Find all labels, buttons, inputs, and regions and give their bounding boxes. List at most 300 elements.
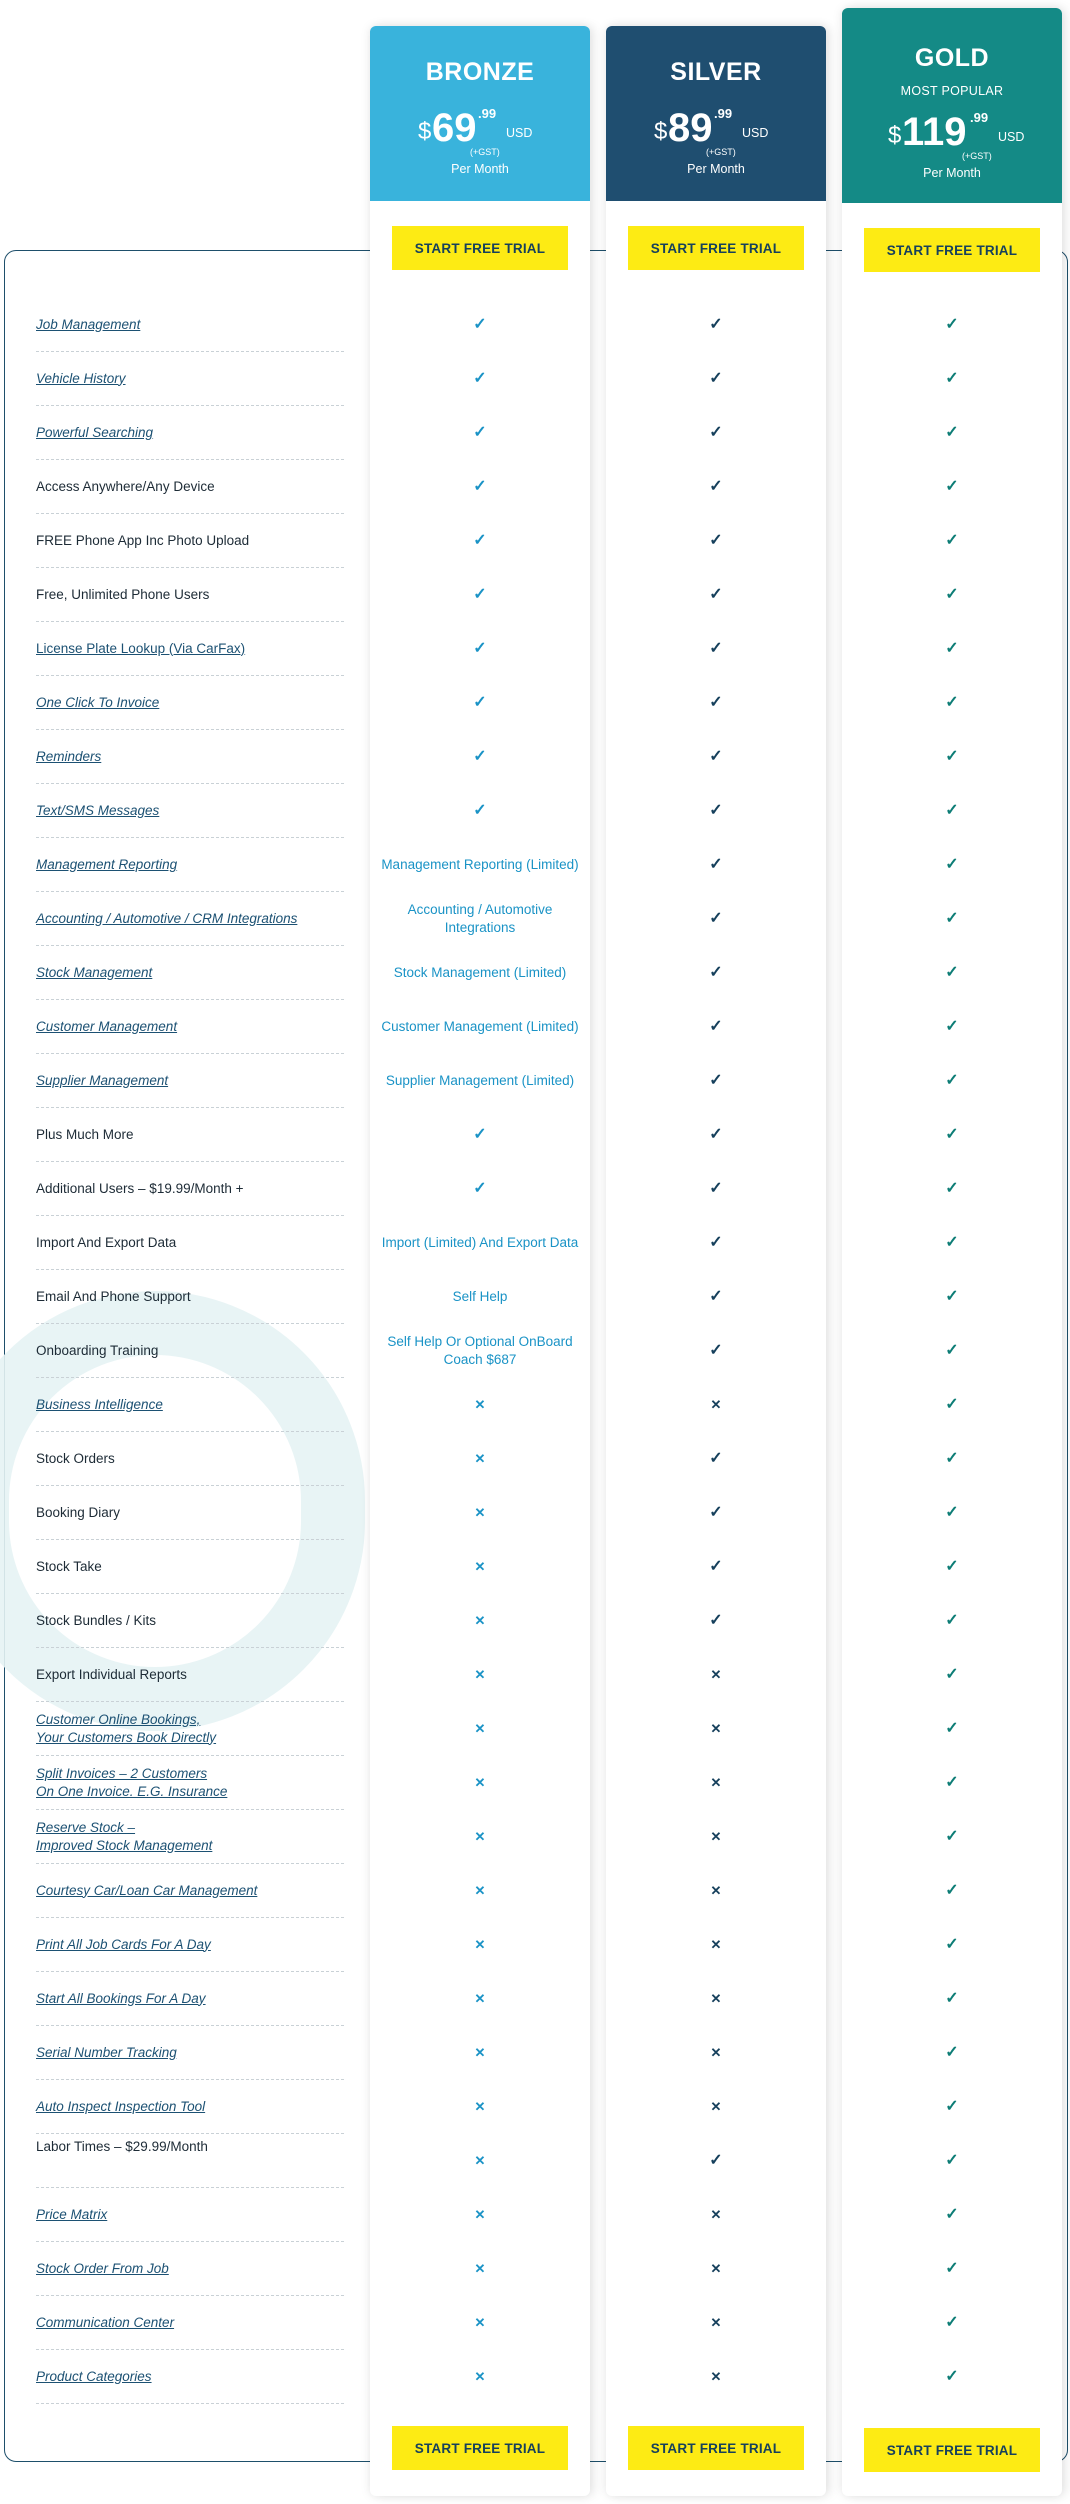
price-gst: (+GST) xyxy=(470,147,500,157)
cross-icon: ✕ xyxy=(710,2207,722,2222)
start-free-trial-button[interactable]: START FREE TRIAL xyxy=(864,228,1040,272)
check-icon: ✓ xyxy=(709,748,723,765)
price-gst: (+GST) xyxy=(962,151,992,161)
feature-row[interactable] xyxy=(36,1864,344,1918)
feature-row[interactable] xyxy=(36,1702,344,1756)
feature-cell xyxy=(842,1810,1062,1864)
feature-cell xyxy=(842,1540,1062,1594)
feature-label[interactable]: Print All Job Cards For A Day xyxy=(36,1936,211,1952)
feature-row[interactable] xyxy=(36,2242,344,2296)
feature-label: Onboarding Training xyxy=(36,1342,159,1358)
feature-cell xyxy=(606,2350,826,2404)
feature-cell xyxy=(370,838,590,892)
start-free-trial-button[interactable]: START FREE TRIAL xyxy=(628,226,804,270)
feature-cell xyxy=(842,1270,1062,1324)
feature-row[interactable] xyxy=(36,784,344,838)
cross-icon: ✕ xyxy=(474,2153,486,2168)
feature-cell xyxy=(842,1594,1062,1648)
check-icon: ✓ xyxy=(709,1612,723,1629)
feature-cell xyxy=(370,1918,590,1972)
feature-limited-text: Import (Limited) And Export Data xyxy=(381,1235,579,1250)
feature-cell xyxy=(842,1162,1062,1216)
feature-cell xyxy=(370,1810,590,1864)
feature-cell xyxy=(370,1432,590,1486)
check-icon: ✓ xyxy=(709,1180,723,1197)
feature-label: Stock Orders xyxy=(36,1450,115,1466)
feature-cell xyxy=(606,1270,826,1324)
feature-cell xyxy=(842,1756,1062,1810)
feature-label[interactable]: Split Invoices – 2 Customers xyxy=(36,1765,208,1781)
check-icon: ✓ xyxy=(945,532,959,549)
feature-label-line2[interactable]: On One Invoice. E.G. Insurance xyxy=(36,1783,228,1799)
feature-cell xyxy=(842,1486,1062,1540)
check-icon: ✓ xyxy=(945,586,959,603)
check-icon: ✓ xyxy=(945,2152,959,2169)
check-icon: ✓ xyxy=(945,1774,959,1791)
feature-label[interactable]: Supplier Management xyxy=(36,1072,169,1088)
check-icon: ✓ xyxy=(709,2152,723,2169)
feature-row xyxy=(36,1270,344,1324)
feature-label[interactable]: Text/SMS Messages xyxy=(36,802,160,818)
check-icon: ✓ xyxy=(945,1288,959,1305)
feature-cell xyxy=(606,1702,826,1756)
feature-label[interactable]: Product Categories xyxy=(36,2368,152,2384)
feature-cell xyxy=(370,514,590,568)
feature-label: Email And Phone Support xyxy=(36,1288,191,1304)
check-icon: ✓ xyxy=(945,1828,959,1845)
feature-label: Labor Times – $29.99/Month xyxy=(36,2139,208,2154)
plan-price xyxy=(842,108,1062,168)
feature-label[interactable]: Price Matrix xyxy=(36,2206,108,2222)
feature-label[interactable]: Auto Inspect Inspection Tool xyxy=(36,2098,206,2114)
feature-row[interactable] xyxy=(36,406,344,460)
feature-cell xyxy=(606,1486,826,1540)
feature-cell xyxy=(606,352,826,406)
feature-cell xyxy=(606,1864,826,1918)
feature-cell xyxy=(370,1162,590,1216)
feature-cell xyxy=(370,1270,590,1324)
feature-row[interactable] xyxy=(36,2026,344,2080)
feature-cell xyxy=(606,2188,826,2242)
feature-cell xyxy=(842,352,1062,406)
check-icon: ✓ xyxy=(945,478,959,495)
cross-icon: ✕ xyxy=(710,2369,722,2384)
feature-cell xyxy=(370,2350,590,2404)
price-period: Per Month xyxy=(687,162,745,176)
feature-cell xyxy=(370,1000,590,1054)
feature-cell xyxy=(370,2188,590,2242)
check-icon: ✓ xyxy=(709,1234,723,1251)
price-currency-code: USD xyxy=(998,130,1025,144)
check-icon: ✓ xyxy=(945,1936,959,1953)
feature-cell xyxy=(606,1216,826,1270)
feature-cell xyxy=(606,676,826,730)
check-icon: ✓ xyxy=(473,316,487,333)
feature-cell xyxy=(606,2134,826,2188)
feature-cell xyxy=(842,1108,1062,1162)
feature-label[interactable]: Vehicle History xyxy=(36,370,126,386)
check-icon: ✓ xyxy=(473,748,487,765)
feature-cell xyxy=(842,1216,1062,1270)
plan-column-silver xyxy=(606,26,826,2496)
feature-cell xyxy=(370,676,590,730)
feature-cell xyxy=(370,1864,590,1918)
cross-icon: ✕ xyxy=(474,1721,486,1736)
feature-cell xyxy=(370,298,590,352)
feature-cell xyxy=(842,676,1062,730)
check-icon: ✓ xyxy=(945,1990,959,2007)
feature-row[interactable] xyxy=(36,1054,344,1108)
cross-icon: ✕ xyxy=(710,2045,722,2060)
plan-price xyxy=(606,104,826,164)
check-icon: ✓ xyxy=(709,802,723,819)
feature-row xyxy=(36,1162,344,1216)
cross-icon: ✕ xyxy=(474,2369,486,2384)
check-icon: ✓ xyxy=(709,532,723,549)
feature-cell xyxy=(606,946,826,1000)
feature-label-line2[interactable]: Improved Stock Management xyxy=(36,1837,213,1853)
cross-icon: ✕ xyxy=(474,1451,486,1466)
feature-cell xyxy=(842,2296,1062,2350)
feature-cell xyxy=(370,892,590,946)
feature-row[interactable] xyxy=(36,1756,344,1810)
price-amount: 119 xyxy=(902,110,967,154)
cross-icon: ✕ xyxy=(474,2315,486,2330)
cross-icon: ✕ xyxy=(710,1397,722,1412)
plan-header xyxy=(606,26,826,201)
feature-cell xyxy=(370,2080,590,2134)
feature-row[interactable] xyxy=(36,1918,344,1972)
feature-cell xyxy=(606,1432,826,1486)
check-icon: ✓ xyxy=(709,640,723,657)
feature-cell xyxy=(606,1108,826,1162)
feature-cell xyxy=(842,2350,1062,2404)
feature-row[interactable] xyxy=(36,1378,344,1432)
feature-cell xyxy=(606,2296,826,2350)
feature-label[interactable]: One Click To Invoice xyxy=(36,694,160,710)
feature-row[interactable] xyxy=(36,676,344,730)
feature-cell xyxy=(370,2242,590,2296)
feature-limited-text: Management Reporting (Limited) xyxy=(381,857,579,872)
cross-icon: ✕ xyxy=(474,1397,486,1412)
feature-row[interactable] xyxy=(36,2350,344,2404)
feature-cell xyxy=(606,838,826,892)
price-currency: $ xyxy=(654,118,668,145)
feature-cell xyxy=(842,1918,1062,1972)
check-icon: ✓ xyxy=(945,748,959,765)
cross-icon: ✕ xyxy=(710,1883,722,1898)
check-icon: ✓ xyxy=(945,1504,959,1521)
check-icon: ✓ xyxy=(945,1180,959,1197)
check-icon: ✓ xyxy=(709,586,723,603)
feature-label[interactable]: Powerful Searching xyxy=(36,424,154,440)
feature-label: Import And Export Data xyxy=(36,1234,177,1250)
feature-cell xyxy=(370,784,590,838)
feature-row xyxy=(36,1108,344,1162)
check-icon: ✓ xyxy=(473,370,487,387)
feature-label: Booking Diary xyxy=(36,1504,121,1520)
check-icon: ✓ xyxy=(945,1234,959,1251)
feature-cell xyxy=(842,784,1062,838)
check-icon: ✓ xyxy=(709,1558,723,1575)
cross-icon: ✕ xyxy=(710,2315,722,2330)
feature-cell xyxy=(606,2026,826,2080)
feature-cell xyxy=(370,1486,590,1540)
cross-icon: ✕ xyxy=(474,1667,486,1682)
price-currency-code: USD xyxy=(506,126,533,140)
feature-cell xyxy=(842,1702,1062,1756)
feature-label: Export Individual Reports xyxy=(36,1666,187,1682)
feature-label[interactable]: Stock Management xyxy=(36,964,153,980)
feature-row xyxy=(36,1540,344,1594)
price-cents: .99 xyxy=(714,106,733,121)
feature-cell xyxy=(842,2026,1062,2080)
check-icon: ✓ xyxy=(709,694,723,711)
feature-cell xyxy=(842,1378,1062,1432)
feature-cell xyxy=(370,1378,590,1432)
feature-cell xyxy=(842,2242,1062,2296)
feature-cell xyxy=(370,1108,590,1162)
check-icon: ✓ xyxy=(473,640,487,657)
check-icon: ✓ xyxy=(473,478,487,495)
feature-cell xyxy=(842,2134,1062,2188)
plan-name: SILVER xyxy=(670,58,762,86)
feature-cell xyxy=(370,1648,590,1702)
feature-row[interactable] xyxy=(36,1000,344,1054)
check-icon: ✓ xyxy=(945,1612,959,1629)
check-icon: ✓ xyxy=(945,1882,959,1899)
feature-row xyxy=(36,514,344,568)
cross-icon: ✕ xyxy=(710,1721,722,1736)
feature-cell xyxy=(370,1540,590,1594)
cross-icon: ✕ xyxy=(474,1883,486,1898)
feature-label[interactable]: Serial Number Tracking xyxy=(36,2044,177,2060)
feature-cell xyxy=(842,2080,1062,2134)
plan-price xyxy=(370,104,590,164)
feature-cell xyxy=(606,514,826,568)
feature-row[interactable] xyxy=(36,892,344,946)
feature-label[interactable]: Start All Bookings For A Day xyxy=(36,1990,206,2006)
check-icon: ✓ xyxy=(945,910,959,927)
check-icon: ✓ xyxy=(709,1072,723,1089)
check-icon: ✓ xyxy=(709,370,723,387)
feature-label[interactable]: Customer Management xyxy=(36,1018,178,1034)
feature-label[interactable]: License Plate Lookup (Via CarFax) xyxy=(36,640,246,656)
check-icon: ✓ xyxy=(945,1342,959,1359)
feature-label[interactable]: Reserve Stock – xyxy=(36,1819,136,1835)
feature-row[interactable] xyxy=(36,2188,344,2242)
plan-name: GOLD xyxy=(914,44,990,72)
check-icon: ✓ xyxy=(709,1018,723,1035)
feature-cell xyxy=(606,1000,826,1054)
feature-cell xyxy=(842,622,1062,676)
feature-row xyxy=(36,1594,344,1648)
check-icon: ✓ xyxy=(945,964,959,981)
plan-header xyxy=(370,26,590,201)
cross-icon: ✕ xyxy=(710,2099,722,2114)
feature-cell xyxy=(370,1594,590,1648)
feature-label[interactable]: Courtesy Car/Loan Car Management xyxy=(36,1882,258,1898)
feature-row[interactable] xyxy=(36,946,344,1000)
check-icon: ✓ xyxy=(945,424,959,441)
check-icon: ✓ xyxy=(945,1072,959,1089)
check-icon: ✓ xyxy=(945,316,959,333)
feature-row xyxy=(36,1432,344,1486)
check-icon: ✓ xyxy=(709,1126,723,1143)
feature-label[interactable]: Accounting / Automotive / CRM Integrations xyxy=(36,910,298,926)
check-icon: ✓ xyxy=(945,1126,959,1143)
feature-cell xyxy=(606,1756,826,1810)
cross-icon: ✕ xyxy=(710,2261,722,2276)
check-icon: ✓ xyxy=(945,1666,959,1683)
check-icon: ✓ xyxy=(709,1504,723,1521)
feature-cell xyxy=(370,406,590,460)
most-popular-badge: MOST POPULAR xyxy=(900,84,1004,98)
check-icon: ✓ xyxy=(945,856,959,873)
feature-cell xyxy=(842,1432,1062,1486)
feature-limited-text: Self Help Or Optional OnBoard Coach $687 xyxy=(387,1334,573,1367)
feature-row[interactable] xyxy=(36,2080,344,2134)
feature-cell xyxy=(370,568,590,622)
feature-cell xyxy=(606,622,826,676)
feature-cell xyxy=(842,514,1062,568)
feature-cell xyxy=(842,2188,1062,2242)
feature-label[interactable]: Reminders xyxy=(36,748,102,764)
feature-row xyxy=(36,2134,344,2188)
check-icon: ✓ xyxy=(945,1018,959,1035)
feature-cell xyxy=(370,1324,590,1378)
cross-icon: ✕ xyxy=(474,1937,486,1952)
feature-row[interactable] xyxy=(36,1810,344,1864)
feature-row[interactable] xyxy=(36,1972,344,2026)
feature-cell xyxy=(606,1540,826,1594)
feature-label[interactable]: Business Intelligence xyxy=(36,1396,163,1412)
check-icon: ✓ xyxy=(945,2314,959,2331)
check-icon: ✓ xyxy=(473,1126,487,1143)
feature-label: Free, Unlimited Phone Users xyxy=(36,586,210,602)
feature-cell xyxy=(606,460,826,514)
cross-icon: ✕ xyxy=(710,1937,722,1952)
check-icon: ✓ xyxy=(709,1288,723,1305)
price-amount: 69 xyxy=(432,106,477,150)
feature-row[interactable] xyxy=(36,838,344,892)
feature-cell xyxy=(606,1378,826,1432)
feature-row[interactable] xyxy=(36,298,344,352)
feature-label: Access Anywhere/Any Device xyxy=(36,478,215,494)
feature-row xyxy=(36,568,344,622)
feature-row xyxy=(36,1648,344,1702)
check-icon: ✓ xyxy=(945,2098,959,2115)
feature-cell xyxy=(606,1918,826,1972)
feature-cell xyxy=(842,838,1062,892)
feature-cell xyxy=(842,406,1062,460)
feature-cell xyxy=(370,352,590,406)
feature-cell xyxy=(370,1054,590,1108)
feature-cell xyxy=(370,460,590,514)
feature-cell xyxy=(842,1000,1062,1054)
feature-label[interactable]: Job Management xyxy=(36,316,141,332)
feature-cell xyxy=(842,1972,1062,2026)
cross-icon: ✕ xyxy=(474,2261,486,2276)
check-icon: ✓ xyxy=(945,2044,959,2061)
feature-label-line2[interactable]: Your Customers Book Directly xyxy=(36,1729,217,1745)
check-icon: ✓ xyxy=(473,424,487,441)
feature-cell xyxy=(842,946,1062,1000)
feature-label[interactable]: Stock Order From Job xyxy=(36,2260,169,2276)
feature-cell xyxy=(606,784,826,838)
check-icon: ✓ xyxy=(473,586,487,603)
feature-label[interactable]: Management Reporting xyxy=(36,856,178,872)
plan-column-gold xyxy=(842,8,1062,2496)
feature-cell xyxy=(370,1972,590,2026)
check-icon: ✓ xyxy=(945,1396,959,1413)
feature-cell xyxy=(370,2296,590,2350)
check-icon: ✓ xyxy=(709,856,723,873)
check-icon: ✓ xyxy=(945,2206,959,2223)
feature-row[interactable] xyxy=(36,2296,344,2350)
feature-limited-text: Customer Management (Limited) xyxy=(381,1019,579,1034)
price-cents: .99 xyxy=(478,106,497,121)
check-icon: ✓ xyxy=(709,424,723,441)
feature-cell xyxy=(606,298,826,352)
feature-limited-text: Stock Management (Limited) xyxy=(393,965,567,980)
feature-cell xyxy=(842,298,1062,352)
feature-row[interactable] xyxy=(36,622,344,676)
feature-row[interactable] xyxy=(36,730,344,784)
check-icon: ✓ xyxy=(473,802,487,819)
check-icon: ✓ xyxy=(945,1558,959,1575)
check-icon: ✓ xyxy=(709,1450,723,1467)
check-icon: ✓ xyxy=(945,640,959,657)
feature-cell xyxy=(842,568,1062,622)
feature-cell xyxy=(842,1324,1062,1378)
feature-cell xyxy=(606,1972,826,2026)
start-free-trial-button-bottom[interactable]: START FREE TRIAL xyxy=(864,2428,1040,2472)
start-free-trial-button-bottom[interactable]: START FREE TRIAL xyxy=(392,2426,568,2470)
feature-limited-text: Self Help xyxy=(452,1289,508,1304)
price-currency-code: USD xyxy=(742,126,769,140)
feature-label[interactable]: Communication Center xyxy=(36,2314,175,2330)
cross-icon: ✕ xyxy=(474,1775,486,1790)
check-icon: ✓ xyxy=(473,1180,487,1197)
price-cents: .99 xyxy=(970,110,989,125)
start-free-trial-button-bottom[interactable]: START FREE TRIAL xyxy=(628,2426,804,2470)
price-amount: 89 xyxy=(668,106,713,150)
cross-icon: ✕ xyxy=(710,1991,722,2006)
feature-cell xyxy=(842,460,1062,514)
feature-label: FREE Phone App Inc Photo Upload xyxy=(36,532,250,548)
feature-row[interactable] xyxy=(36,352,344,406)
cross-icon: ✕ xyxy=(474,2045,486,2060)
price-gst: (+GST) xyxy=(706,147,736,157)
start-free-trial-button[interactable]: START FREE TRIAL xyxy=(392,226,568,270)
check-icon: ✓ xyxy=(945,2260,959,2277)
check-icon: ✓ xyxy=(945,694,959,711)
feature-cell xyxy=(370,2026,590,2080)
check-icon: ✓ xyxy=(473,532,487,549)
cross-icon: ✕ xyxy=(474,1613,486,1628)
feature-row xyxy=(36,460,344,514)
plan-column-bronze xyxy=(370,26,590,2496)
check-icon: ✓ xyxy=(945,1450,959,1467)
check-icon: ✓ xyxy=(945,802,959,819)
cross-icon: ✕ xyxy=(474,1829,486,1844)
feature-label[interactable]: Customer Online Bookings, xyxy=(36,1711,201,1727)
price-period: Per Month xyxy=(923,166,981,180)
feature-label: Stock Take xyxy=(36,1558,102,1574)
feature-cell xyxy=(606,1648,826,1702)
feature-label: Plus Much More xyxy=(36,1126,134,1142)
